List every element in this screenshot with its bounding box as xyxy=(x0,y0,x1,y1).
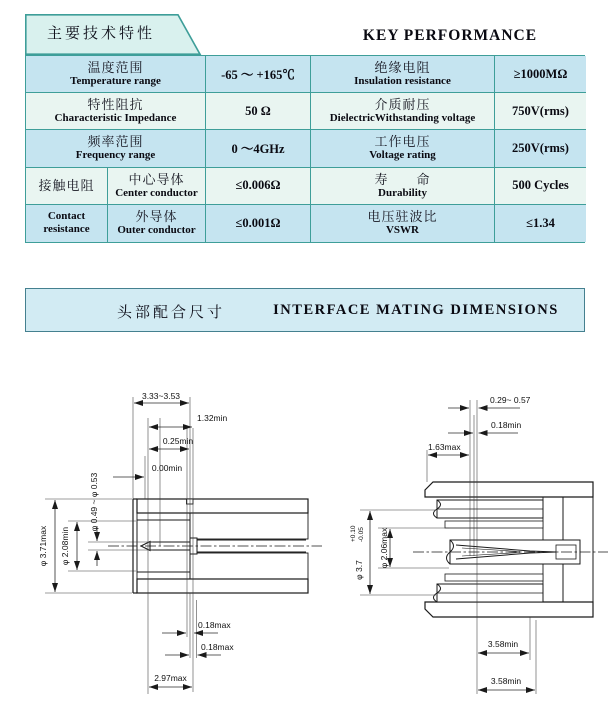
key-performance-title: KEY PERFORMANCE xyxy=(362,27,538,44)
jack-shell-bottom xyxy=(425,602,593,617)
value: ≥1000MΩ xyxy=(513,66,568,81)
value: ≤1.34 xyxy=(526,215,555,230)
plug-shell-bottom xyxy=(137,579,308,593)
dim-label: 3.58min xyxy=(490,676,522,686)
label-en: Outer conductor xyxy=(117,224,196,237)
section-title-en: INTERFACE MATING DIMENSIONS xyxy=(273,302,559,318)
left-connector-drawing xyxy=(38,391,322,694)
dim-tolerance-minus: -0.05 xyxy=(358,527,365,542)
label-en: Voltage rating xyxy=(369,149,436,162)
plug-dielectric xyxy=(190,513,308,539)
label-cn: 工作电压 xyxy=(374,134,431,150)
plug-dielectric xyxy=(190,553,308,579)
label-en: Contact resistance xyxy=(43,210,90,236)
right-connector-drawing xyxy=(350,395,608,694)
dim-label: 1.32min xyxy=(197,413,228,423)
plug-dielectric xyxy=(137,572,190,579)
dim-label: φ 2.06max xyxy=(379,527,389,569)
tab-title: 主要技术特性 xyxy=(46,25,155,42)
dim-label: φ 3.7 xyxy=(354,560,364,580)
value: 250V(rms) xyxy=(512,140,569,155)
inner-sleeve xyxy=(445,521,543,528)
label-en: Durability xyxy=(378,186,427,199)
value: 50 Ω xyxy=(245,103,271,118)
label-cn: 温度范围 xyxy=(87,60,144,76)
label-cn: 绝缘电阻 xyxy=(374,60,431,76)
dim-label: 3.33~3.53 xyxy=(141,391,181,401)
section-title-cn: 头部配合尺寸 xyxy=(116,304,225,321)
dim-label: 0.18max xyxy=(198,620,231,630)
dim-label: φ 2.08min xyxy=(60,526,70,566)
value: 0 ～4GHz xyxy=(231,142,285,157)
label-cn: 介质耐压 xyxy=(374,97,431,113)
label-en: VSWR xyxy=(385,224,419,237)
inner-sleeve xyxy=(445,574,543,581)
plug-dielectric xyxy=(137,513,190,520)
dim-label: 0.18max xyxy=(201,642,234,652)
label-cn: 频率范围 xyxy=(87,134,144,150)
label-cn: 中心导体 xyxy=(128,171,185,187)
label-en: Characteristic Impedance xyxy=(54,112,177,125)
dim-label: 0.25min xyxy=(162,436,194,446)
plug-shell-top xyxy=(137,499,308,513)
value: ≤0.001Ω xyxy=(235,215,281,230)
label-cn: 外导体 xyxy=(135,209,178,225)
label-en: Insulation resistance xyxy=(354,75,451,88)
dim-label: 1.63max xyxy=(428,442,461,452)
dim-label: 0.18min xyxy=(491,420,522,430)
value: 750V(rms) xyxy=(512,103,569,118)
label-cn: 电压驻波比 xyxy=(367,209,438,225)
dim-label: φ 3.71max xyxy=(38,525,48,567)
value: 500 Cycles xyxy=(512,178,569,193)
label-en: Center conductor xyxy=(115,186,198,199)
dim-label: 3.58min xyxy=(487,639,519,649)
jack-shell-top xyxy=(425,482,593,497)
label-en: Frequency range xyxy=(75,149,156,162)
label-en: DielectricWithstanding voltage xyxy=(329,112,476,125)
dim-label: 0.00min xyxy=(151,463,183,473)
value: -65 ～ +165℃ xyxy=(221,68,295,83)
label-cn: 接触电阻 xyxy=(38,178,95,194)
label-en: Temperature range xyxy=(70,75,161,88)
label-cn: 特性阻抗 xyxy=(87,97,144,113)
dim-label: φ 0.49 ~ φ 0.53 xyxy=(89,472,99,532)
label-cn: 寿 命 xyxy=(374,171,431,187)
dim-label: 0.29~ 0.57 xyxy=(490,395,531,405)
dim-label: 2.97max xyxy=(154,673,187,683)
value: ≤0.006Ω xyxy=(235,178,281,193)
dim-tolerance-plus: +0.10 xyxy=(350,525,357,542)
